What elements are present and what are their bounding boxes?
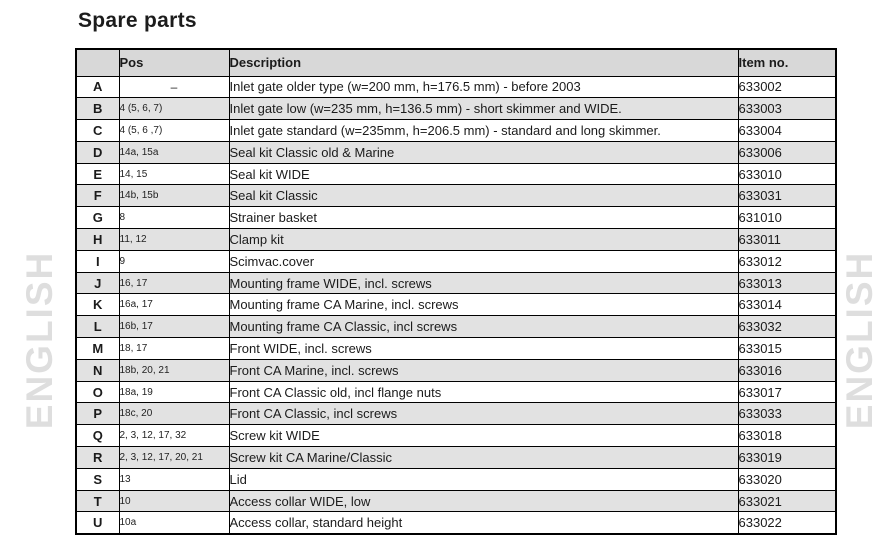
row-pos: 18b, 20, 21 — [119, 359, 229, 381]
row-letter: I — [76, 250, 119, 272]
row-pos: 11, 12 — [119, 229, 229, 251]
table-row — [76, 207, 836, 229]
table-row — [76, 403, 836, 425]
row-pos: 16, 17 — [119, 272, 229, 294]
table-row — [76, 120, 836, 142]
row-pos: 2, 3, 12, 17, 20, 21 — [119, 447, 229, 469]
row-item-no: 633033 — [738, 403, 836, 425]
row-description: Lid — [229, 468, 738, 490]
row-pos: 4 (5, 6 ,7) — [119, 120, 229, 142]
row-letter: D — [76, 141, 119, 163]
table-row — [76, 294, 836, 316]
row-letter: R — [76, 447, 119, 469]
row-letter: J — [76, 272, 119, 294]
row-pos: 14, 15 — [119, 163, 229, 185]
table-row — [76, 76, 836, 98]
row-letter: P — [76, 403, 119, 425]
table-header-row — [76, 49, 836, 76]
row-description: Front WIDE, incl. screws — [229, 338, 738, 360]
row-letter: K — [76, 294, 119, 316]
column-header-letter — [76, 49, 119, 76]
row-letter: E — [76, 163, 119, 185]
table-row — [76, 512, 836, 534]
table-row — [76, 98, 836, 120]
table-row — [76, 381, 836, 403]
table-row — [76, 185, 836, 207]
row-pos: 9 — [119, 250, 229, 272]
row-item-no: 633032 — [738, 316, 836, 338]
spare-parts-table — [75, 48, 837, 535]
row-pos: 10 — [119, 490, 229, 512]
row-description: Front CA Marine, incl. screws — [229, 359, 738, 381]
row-pos: 14a, 15a — [119, 141, 229, 163]
row-item-no: 633003 — [738, 98, 836, 120]
row-item-no: 633002 — [738, 76, 836, 98]
row-pos: 18c, 20 — [119, 403, 229, 425]
table-row — [76, 163, 836, 185]
row-item-no: 633022 — [738, 512, 836, 534]
row-letter: C — [76, 120, 119, 142]
table-row — [76, 447, 836, 469]
row-pos: 2, 3, 12, 17, 32 — [119, 425, 229, 447]
row-pos: 18a, 19 — [119, 381, 229, 403]
row-letter: T — [76, 490, 119, 512]
row-description: Screw kit CA Marine/Classic — [229, 447, 738, 469]
row-item-no: 633020 — [738, 468, 836, 490]
row-item-no: 633016 — [738, 359, 836, 381]
page-title: Spare parts — [78, 9, 197, 32]
row-pos: 4 (5, 6, 7) — [119, 98, 229, 120]
row-description: Front CA Classic old, incl flange nuts — [229, 381, 738, 403]
row-item-no: 633031 — [738, 185, 836, 207]
table-row — [76, 272, 836, 294]
row-description: Mounting frame CA Marine, incl. screws — [229, 294, 738, 316]
row-description: Screw kit WIDE — [229, 425, 738, 447]
row-item-no: 633013 — [738, 272, 836, 294]
row-pos: 8 — [119, 207, 229, 229]
table-row — [76, 425, 836, 447]
row-letter: B — [76, 98, 119, 120]
column-header-item-no: Item no. — [738, 49, 836, 76]
row-description: Front CA Classic, incl screws — [229, 403, 738, 425]
row-pos: – — [119, 76, 229, 98]
row-item-no: 633011 — [738, 229, 836, 251]
row-description: Inlet gate older type (w=200 mm, h=176.5 mm) - before 2003 — [229, 76, 738, 98]
row-item-no: 631010 — [738, 207, 836, 229]
row-letter: U — [76, 512, 119, 534]
row-description: Inlet gate standard (w=235mm, h=206.5 mm) - standard and long skimmer. — [229, 120, 738, 142]
vertical-language-label-right: ENGLISH — [839, 250, 880, 430]
row-description: Inlet gate low (w=235 mm, h=136.5 mm) - short skimmer and WIDE. — [229, 98, 738, 120]
row-letter: Q — [76, 425, 119, 447]
row-letter: M — [76, 338, 119, 360]
table-row — [76, 359, 836, 381]
row-item-no: 633010 — [738, 163, 836, 185]
column-header-description: Description — [229, 49, 738, 76]
table-row — [76, 250, 836, 272]
row-item-no: 633015 — [738, 338, 836, 360]
table-row — [76, 316, 836, 338]
row-letter: G — [76, 207, 119, 229]
row-item-no: 633021 — [738, 490, 836, 512]
row-description: Mounting frame CA Classic, incl screws — [229, 316, 738, 338]
row-description: Access collar, standard height — [229, 512, 738, 534]
vertical-language-label-left: ENGLISH — [19, 250, 60, 430]
table-row — [76, 490, 836, 512]
row-description: Mounting frame WIDE, incl. screws — [229, 272, 738, 294]
row-pos: 18, 17 — [119, 338, 229, 360]
row-description: Strainer basket — [229, 207, 738, 229]
row-item-no: 633019 — [738, 447, 836, 469]
row-pos: 16b, 17 — [119, 316, 229, 338]
row-item-no: 633004 — [738, 120, 836, 142]
row-pos: 13 — [119, 468, 229, 490]
table-row — [76, 338, 836, 360]
row-description: Seal kit Classic old & Marine — [229, 141, 738, 163]
row-description: Scimvac.cover — [229, 250, 738, 272]
row-description: Access collar WIDE, low — [229, 490, 738, 512]
row-pos: 10a — [119, 512, 229, 534]
row-item-no: 633014 — [738, 294, 836, 316]
row-letter: H — [76, 229, 119, 251]
row-item-no: 633017 — [738, 381, 836, 403]
row-item-no: 633018 — [738, 425, 836, 447]
row-description: Seal kit Classic — [229, 185, 738, 207]
row-letter: F — [76, 185, 119, 207]
row-letter: L — [76, 316, 119, 338]
table-body — [76, 76, 836, 534]
row-item-no: 633006 — [738, 141, 836, 163]
row-description: Clamp kit — [229, 229, 738, 251]
row-letter: O — [76, 381, 119, 403]
row-item-no: 633012 — [738, 250, 836, 272]
row-pos: 14b, 15b — [119, 185, 229, 207]
row-description: Seal kit WIDE — [229, 163, 738, 185]
row-pos: 16a, 17 — [119, 294, 229, 316]
table-row — [76, 141, 836, 163]
table-row — [76, 468, 836, 490]
row-letter: A — [76, 76, 119, 98]
row-letter: S — [76, 468, 119, 490]
column-header-pos: Pos — [119, 49, 229, 76]
row-letter: N — [76, 359, 119, 381]
table-row — [76, 229, 836, 251]
